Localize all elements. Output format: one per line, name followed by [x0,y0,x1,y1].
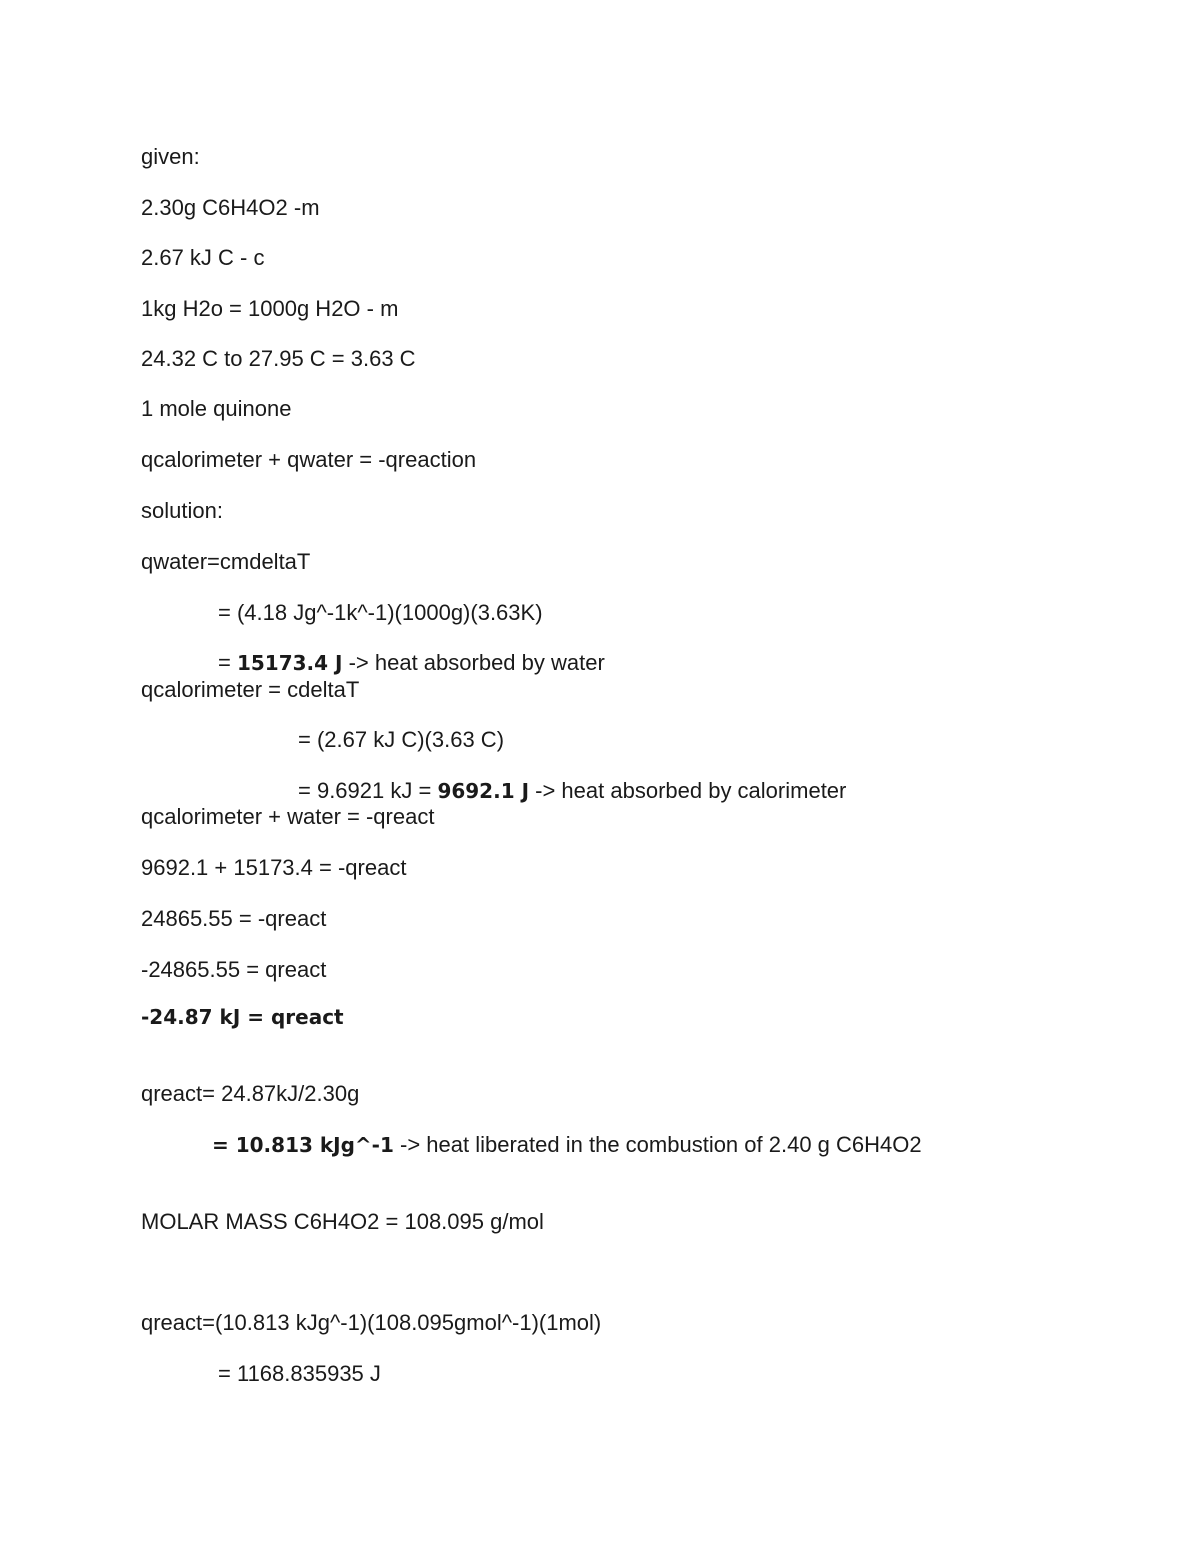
sum-result: 24865.55 = -qreact [141,906,327,931]
final-qreact-kj: -24.87 kJ = qreact [141,1005,344,1029]
qwater-result [218,650,605,676]
per-gram-note: -> heat liberated in the combustion of 2.40 g C6H4O2 [393,1132,922,1157]
given-water: 1kg H2o = 1000g H2O - m [141,296,399,321]
given-temperature: 24.32 C to 27.95 C = 3.63 C [141,346,416,371]
qcal-substitution: = (2.67 kJ C)(3.63 C) [298,727,505,752]
qcal-result [298,778,846,804]
qwater-result-note: -> heat absorbed by water [342,650,605,675]
qwater-result-value: 15173.4 J [236,651,343,675]
qcal-result-note: -> heat absorbed by calorimeter [529,778,847,803]
per-gram-value: = 10.813 kJg^-1 [212,1133,394,1157]
given-moles: 1 mole quinone [141,396,292,421]
qcal-result-value: 9692.1 J [437,779,530,803]
qwater-result-prefix: = [218,650,237,675]
given-heat-capacity: 2.67 kJ C - c [141,245,265,270]
negated-result: -24865.55 = qreact [141,957,327,982]
solution-heading: solution: [141,498,223,523]
qcal-formula: qcalorimeter = cdeltaT [141,677,360,702]
sum-formula: qcalorimeter + water = -qreact [141,804,435,829]
qcal-result-prefix: = 9.6921 kJ = [298,778,438,803]
molar-result: = 1168.835935 J [218,1361,381,1386]
molar-mass: MOLAR MASS C6H4O2 = 108.095 g/mol [141,1209,544,1234]
given-mass: 2.30g C6H4O2 -m [141,195,320,220]
given-equation: qcalorimeter + qwater = -qreaction [141,447,477,472]
qwater-substitution: = (4.18 Jg^-1k^-1)(1000g)(3.63K) [218,600,543,625]
per-gram-formula: qreact= 24.87kJ/2.30g [141,1081,360,1106]
molar-formula: qreact=(10.813 kJg^-1)(108.095gmol^-1)(1mol) [141,1310,602,1335]
qwater-formula: qwater=cmdeltaT [141,549,311,574]
sum-substitution: 9692.1 + 15173.4 = -qreact [141,855,407,880]
given-heading: given: [141,144,200,169]
per-gram-result [212,1132,922,1158]
